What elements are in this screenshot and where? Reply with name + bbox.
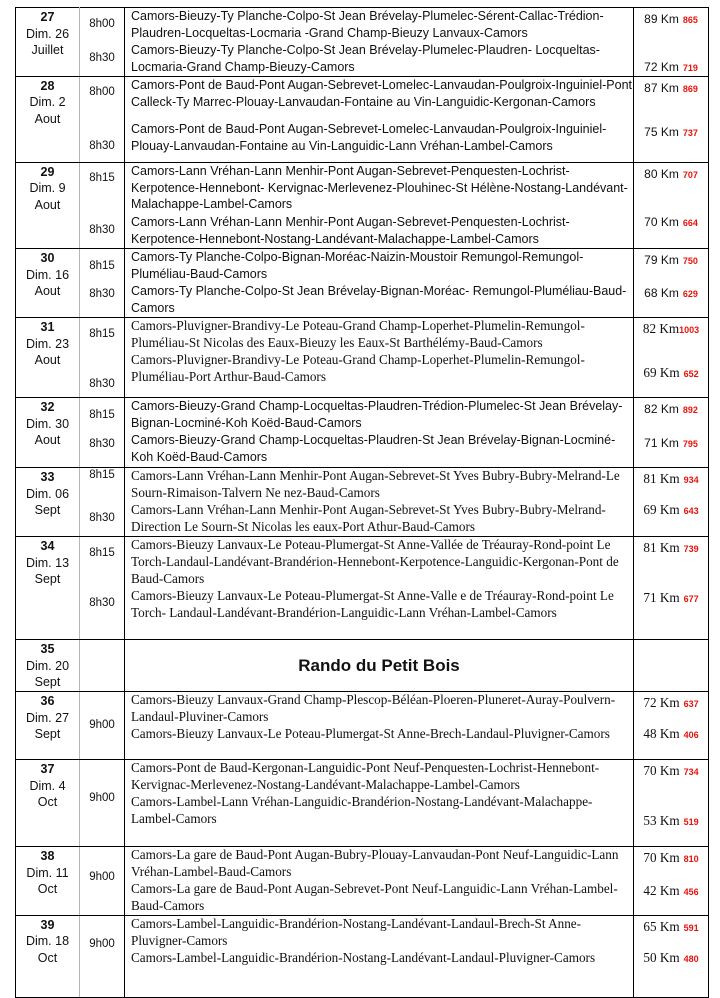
start-time: 8h30 [89, 512, 115, 525]
week-cell [16, 398, 80, 468]
distance-km: 75 Km [644, 124, 679, 139]
cumulative-total: 865 [682, 15, 698, 25]
distance [634, 725, 708, 743]
route-description: Camors-Bieuzy Lanvaux-Le Poteau-Plumergat-St Anne-Vallée de Tréauray-Rond-point Le Torch-Landaul-Landévant-Brandérion-Hennebont-Kerpotence-Languidic-Kergonan-Pont de Baud-Camors [131, 537, 619, 586]
cumulative-total: 734 [683, 767, 699, 778]
schedule-row-week-28 [16, 76, 709, 162]
cumulative-total: 737 [682, 127, 698, 138]
time-cell [80, 915, 125, 997]
start-time: 8h30 [89, 139, 115, 152]
route-cell [125, 847, 634, 916]
distance-km: 69 Km [643, 365, 680, 381]
cumulative-total: 1003 [679, 325, 700, 336]
distance [634, 320, 708, 338]
week-day: Dim. 2 [29, 95, 66, 110]
time-cell [80, 162, 125, 249]
week-cell [16, 692, 80, 760]
cumulative-total: 739 [683, 544, 699, 555]
distance-cell [634, 318, 709, 398]
week-cell [16, 537, 80, 640]
route-description: Camors-Lann Vréhan-Lann Menhir-Pont Augan-Sebrevet-Penquesten-Lochrist-Kerpotence-Hennebont- Kervignac-Merlevenez-Plouhinec-St Hélène-Nostang-Landévant-Malachappe-Lambel-Camors [131, 163, 628, 212]
week-month: Sept [34, 572, 61, 587]
week-cell [16, 8, 80, 77]
route-description: Camors-Bieuzy Lanvaux-Le Poteau-Plumergat-St Anne-Brech-Landaul-Pluvigner-Camors [131, 725, 610, 741]
distance [634, 762, 708, 780]
start-time: 9h00 [89, 792, 115, 805]
cumulative-total: 406 [683, 730, 699, 741]
start-time: 9h00 [89, 937, 115, 950]
week-day: Dim. 18 [25, 934, 70, 949]
route-description: Camors-Pont de Baud-Pont Augan-Sebrevet-Lomelec-Lanvaudan-Poulgroix-Inguiniel-Pont Calleck-Ty Marrec-Plouay-Lanvaudan-Fontaine au Vin-Languidic-Kergonan-Camors [131, 77, 632, 109]
start-time: 8h15 [89, 547, 115, 560]
cumulative-total: 637 [683, 699, 699, 710]
route-description: Camors-Ty Planche-Colpo-St Jean Brévelay-Bignan-Moréac- Remungol-Pluméliau-Baud-Camors [131, 283, 627, 315]
schedule-row-week-27 [16, 8, 709, 77]
week-day: Dim. 20 [25, 658, 70, 673]
time-cell [80, 249, 125, 318]
time-cell [80, 8, 125, 77]
week-cell [16, 760, 80, 847]
start-time: 8h15 [89, 328, 115, 341]
cumulative-total: 643 [683, 506, 699, 517]
distance-km: 72 Km [643, 695, 680, 711]
week-day: Dim. 9 [29, 181, 66, 196]
distance [634, 949, 708, 967]
distance [634, 165, 708, 183]
week-day: Dim. 16 [25, 267, 70, 282]
route-cell [125, 915, 634, 997]
distance [634, 694, 708, 712]
distance-cell [634, 249, 709, 318]
distance [634, 284, 708, 302]
distance-km: 72 Km [644, 60, 679, 74]
route-cell [125, 162, 634, 249]
distance-cell [634, 537, 709, 640]
start-time: 8h15 [89, 409, 115, 422]
distance-cell [634, 760, 709, 847]
cumulative-total: 519 [683, 817, 699, 828]
route-description: Camors-Pont de Baud-Kergonan-Languidic-Pont Neuf-Penquesten-Lochrist-Hennebont- Kervignac-Merlevenez-Nostang-Landévant-Malachappe-Lambel-Camors [131, 760, 600, 793]
start-time: 9h00 [89, 871, 115, 884]
start-time: 8h30 [89, 52, 115, 64]
time-cell [80, 692, 125, 760]
week-number: 32 [40, 400, 55, 415]
distance-km: 70 Km [644, 214, 679, 229]
time-cell [80, 847, 125, 916]
distance [634, 251, 708, 269]
start-time: 8h15 [89, 171, 115, 184]
cumulative-total: 869 [682, 83, 698, 94]
route-description: Camors-Pluvigner-Brandivy-Le Poteau-Grand Champ-Loperhet-Plumelin-Remungol-Pluméliau-St Nicolas des Eaux-Bieuzy les Eaux-St Barthélémy-Baud-Camors [131, 318, 585, 351]
distance [634, 79, 708, 97]
distance-km: 50 Km [643, 949, 680, 965]
distance-km: 68 Km [644, 286, 679, 301]
time-cell [80, 318, 125, 398]
distance [634, 882, 708, 900]
time-cell [80, 537, 125, 640]
distance-cell [634, 640, 709, 692]
distance-km: 71 Km [644, 436, 679, 451]
distance-cell [634, 162, 709, 249]
route-cell [125, 398, 634, 468]
route-description: Camors-Lambel-Languidic-Brandérion-Nostang-Landévant-Landaul-Brech-St Anne-Pluvigner-Camors [131, 915, 582, 948]
distance [634, 470, 708, 488]
distance-km: 80 Km [644, 166, 679, 181]
week-day: Dim. 06 [25, 486, 70, 501]
schedule-row-week-32 [16, 398, 709, 468]
distance-cell [634, 398, 709, 468]
cumulative-total: 707 [682, 169, 698, 180]
week-cell [16, 249, 80, 318]
schedule-row-week-38 [16, 847, 709, 916]
start-time: 8h15 [89, 469, 115, 482]
week-month: Aout [34, 284, 61, 299]
week-cell [16, 162, 80, 249]
cumulative-total: 677 [683, 594, 699, 605]
week-month: Sept [34, 727, 61, 742]
week-number: 35 [40, 642, 55, 657]
schedule-row-week-37 [16, 760, 709, 847]
week-day: Dim. 30 [25, 416, 70, 431]
distance-km: 65 Km [643, 918, 680, 934]
week-day: Dim. 26 [25, 26, 70, 41]
time-cell [80, 468, 125, 537]
schedule-row-week-29 [16, 162, 709, 249]
time-cell [80, 640, 125, 692]
distance [634, 400, 708, 418]
week-cell [16, 76, 80, 162]
distance-km: 81 Km [643, 471, 680, 487]
distance [634, 10, 708, 28]
start-time: 8h30 [89, 288, 115, 301]
distance-km: 81 Km [643, 540, 680, 556]
distance-km: 48 Km [643, 726, 680, 742]
special-event-title: Rando du Petit Bois [125, 640, 634, 692]
start-time: 9h00 [89, 719, 115, 732]
week-month: Aout [34, 111, 61, 126]
cumulative-total: 456 [683, 887, 699, 898]
route-cell [125, 468, 634, 537]
distance-km: 69 Km [643, 502, 680, 518]
cumulative-total: 750 [682, 256, 698, 267]
cumulative-total: 719 [682, 63, 698, 73]
distance [634, 123, 708, 141]
week-number: 28 [40, 78, 55, 93]
distance-km: 82 Km [642, 321, 680, 337]
week-day: Dim. 23 [25, 336, 70, 351]
week-month: Oct [37, 795, 58, 810]
distance-km: 53 Km [643, 813, 680, 829]
cumulative-total: 591 [683, 922, 699, 933]
route-description: Camors-Lann Vréhan-Lann Menhir-Pont Augan-Sebrevet-St Yves Bubry-Bubry-Melrand-Direction Le Sourn-St Nicolas les eaux-Port Athur-Baud-Camors [131, 501, 606, 534]
start-time: 8h00 [89, 85, 115, 98]
route-cell [125, 318, 634, 398]
distance [634, 434, 708, 452]
route-cell [125, 760, 634, 847]
week-month: Oct [37, 882, 58, 897]
start-time: 8h00 [89, 18, 115, 30]
cumulative-total: 664 [682, 217, 698, 228]
week-number: 36 [40, 694, 55, 709]
week-month: Sept [34, 675, 61, 690]
week-number: 37 [40, 762, 55, 777]
distance [634, 918, 708, 936]
week-number: 31 [40, 320, 55, 335]
distance-km: 89 Km [644, 12, 679, 26]
route-cell [125, 76, 634, 162]
distance [634, 589, 708, 607]
route-description: Camors-Bieuzy-Grand Champ-Locqueltas-Plaudren-Trédion-Plumelec-St Jean Brévelay-Bignan-Locminé-Koh Koëd-Baud-Camors [131, 399, 623, 431]
route-cell [125, 692, 634, 760]
start-time: 8h30 [89, 597, 115, 610]
week-number: 34 [40, 539, 55, 554]
cumulative-total: 892 [682, 405, 698, 416]
week-number: 38 [40, 849, 55, 864]
distance [634, 539, 708, 557]
start-time: 8h30 [89, 378, 115, 391]
route-description: Camors-Lambel-Languidic-Brandérion-Nostang-Landévant-Landaul-Pluvigner-Camors [131, 949, 596, 965]
distance-km: 79 Km [644, 253, 679, 268]
route-cell [125, 249, 634, 318]
week-number: 30 [40, 251, 55, 266]
distance-km: 70 Km [643, 763, 680, 779]
week-number: 39 [40, 917, 55, 932]
week-month: Juillet [31, 43, 64, 57]
distance-cell [634, 847, 709, 916]
route-description: Camors-Bieuzy-Grand Champ-Locqueltas-Plaudren-St Jean Brévelay-Bignan-Locminé-Koh Koëd-Baud-Camors [131, 432, 616, 464]
schedule-row-week-35 [16, 640, 709, 692]
schedule-row-week-33 [16, 468, 709, 537]
time-cell [80, 398, 125, 468]
cumulative-total: 934 [683, 475, 699, 486]
distance [634, 501, 708, 519]
route-description: Camors-Bieuzy Lanvaux-Grand Champ-Plescop-Béléan-Ploeren-Pluneret-Auray-Poulvern-Landaul-Pluviner-Camors [131, 692, 616, 725]
ride-schedule-table [15, 7, 709, 998]
week-day: Dim. 27 [25, 710, 70, 725]
route-description: Camors-Lann Vréhan-Lann Menhir-Pont Augan-Sebrevet-Penquesten-Lochrist-Kerpotence-Hennebont-Nostang-Landévant-Malachappe-Lambel-Camors [131, 215, 570, 247]
time-cell [80, 760, 125, 847]
cumulative-total: 652 [683, 369, 699, 380]
cumulative-total: 810 [683, 854, 699, 865]
cumulative-total: 795 [682, 439, 698, 450]
start-time: 8h30 [89, 438, 115, 451]
route-cell [125, 537, 634, 640]
distance-km: 82 Km [644, 402, 679, 417]
distance-km: 71 Km [643, 590, 680, 606]
start-time: 8h30 [89, 223, 115, 236]
schedule-row-week-36 [16, 692, 709, 760]
distance [634, 812, 708, 830]
route-description: Camors-Bieuzy-Ty Planche-Colpo-St Jean Brévelay-Plumelec-Sérent-Callac-Trédion-Plaudren-Locqueltas-Locmaria -Grand Champ-Bieuzy Lanvaux-Camors [131, 9, 604, 40]
schedule-row-week-31 [16, 318, 709, 398]
week-month: Oct [37, 950, 58, 965]
route-description: Camors-Bieuzy-Ty Planche-Colpo-St Jean Brévelay-Plumelec-Plaudren- Locqueltas-Locmaria-Grand Champ-Bieuzy-Camors [131, 42, 600, 74]
week-day: Dim. 13 [25, 555, 70, 570]
route-description: Camors-Lann Vréhan-Lann Menhir-Pont Augan-Sebrevet-St Yves Bubry-Bubry-Melrand-Le Sourn-Rimaison-Talvern Ne nez-Baud-Camors [131, 468, 620, 501]
week-number: 33 [40, 470, 55, 485]
week-month: Sept [34, 503, 61, 518]
week-month: Aout [34, 353, 61, 368]
start-time: 8h15 [89, 260, 115, 273]
route-description: Camors-La gare de Baud-Pont Augan-Bubry-Plouay-Lanvaudan-Pont Neuf-Languidic-Lann Vréhan-Lambel-Baud-Camors [131, 847, 619, 880]
route-description: Camors-Pluvigner-Brandivy-Le Poteau-Grand Champ-Loperhet-Plumelin-Remungol-Pluméliau-Port Arthur-Baud-Camors [131, 351, 585, 384]
schedule-row-week-34 [16, 537, 709, 640]
distance-cell [634, 8, 709, 77]
route-cell [125, 8, 634, 77]
week-day: Dim. 4 [29, 778, 66, 793]
schedule-row-week-39 [16, 915, 709, 997]
distance-cell [634, 915, 709, 997]
route-description: Camors-Ty Planche-Colpo-Bignan-Moréac-Naizin-Moustoir Remungol-Remungol-Pluméliau-Baud-Camors [131, 250, 584, 282]
week-cell [16, 468, 80, 537]
cumulative-total: 480 [683, 953, 699, 964]
route-description: Camors-Bieuzy Lanvaux-Le Poteau-Plumergat-St Anne-Valle e de Tréauray-Rond-point Le Torch- Landaul-Landévant-Brandérion-Languidic-Lann Vréhan-Lambel-Camors [131, 587, 614, 620]
week-day: Dim. 11 [26, 865, 69, 880]
route-description: Camors-La gare de Baud-Pont Augan-Sebrevet-Pont Neuf-Languidic-Lann Vréhan-Lambel-Baud-Camors [131, 880, 618, 913]
schedule-row-week-30 [16, 249, 709, 318]
week-month: Aout [34, 433, 61, 448]
week-number: 27 [40, 10, 55, 24]
distance-cell [634, 76, 709, 162]
week-month: Aout [34, 197, 61, 212]
week-cell [16, 847, 80, 916]
distance [634, 58, 708, 76]
distance [634, 213, 708, 231]
distance [634, 364, 708, 382]
time-cell [80, 76, 125, 162]
week-cell [16, 915, 80, 997]
cumulative-total: 629 [682, 289, 698, 300]
distance [634, 849, 708, 867]
route-description: Camors-Lambel-Lann Vréhan-Languidic-Brandérion-Nostang-Landévant-Malachappe-Lambel-Camors [131, 793, 593, 826]
distance-km: 70 Km [643, 850, 680, 866]
distance-km: 42 Km [643, 883, 680, 899]
distance-cell [634, 468, 709, 537]
week-number: 29 [40, 164, 55, 179]
week-cell [16, 640, 80, 692]
route-description: Camors-Pont de Baud-Pont Augan-Sebrevet-Lomelec-Lanvaudan-Poulgroix-Inguiniel-Plouay-Lanvaudan-Fontaine au Vin-Languidic-Lann Vréhan-Lambel-Camors [131, 122, 607, 154]
distance-cell [634, 692, 709, 760]
distance-km: 87 Km [644, 80, 679, 95]
week-cell [16, 318, 80, 398]
